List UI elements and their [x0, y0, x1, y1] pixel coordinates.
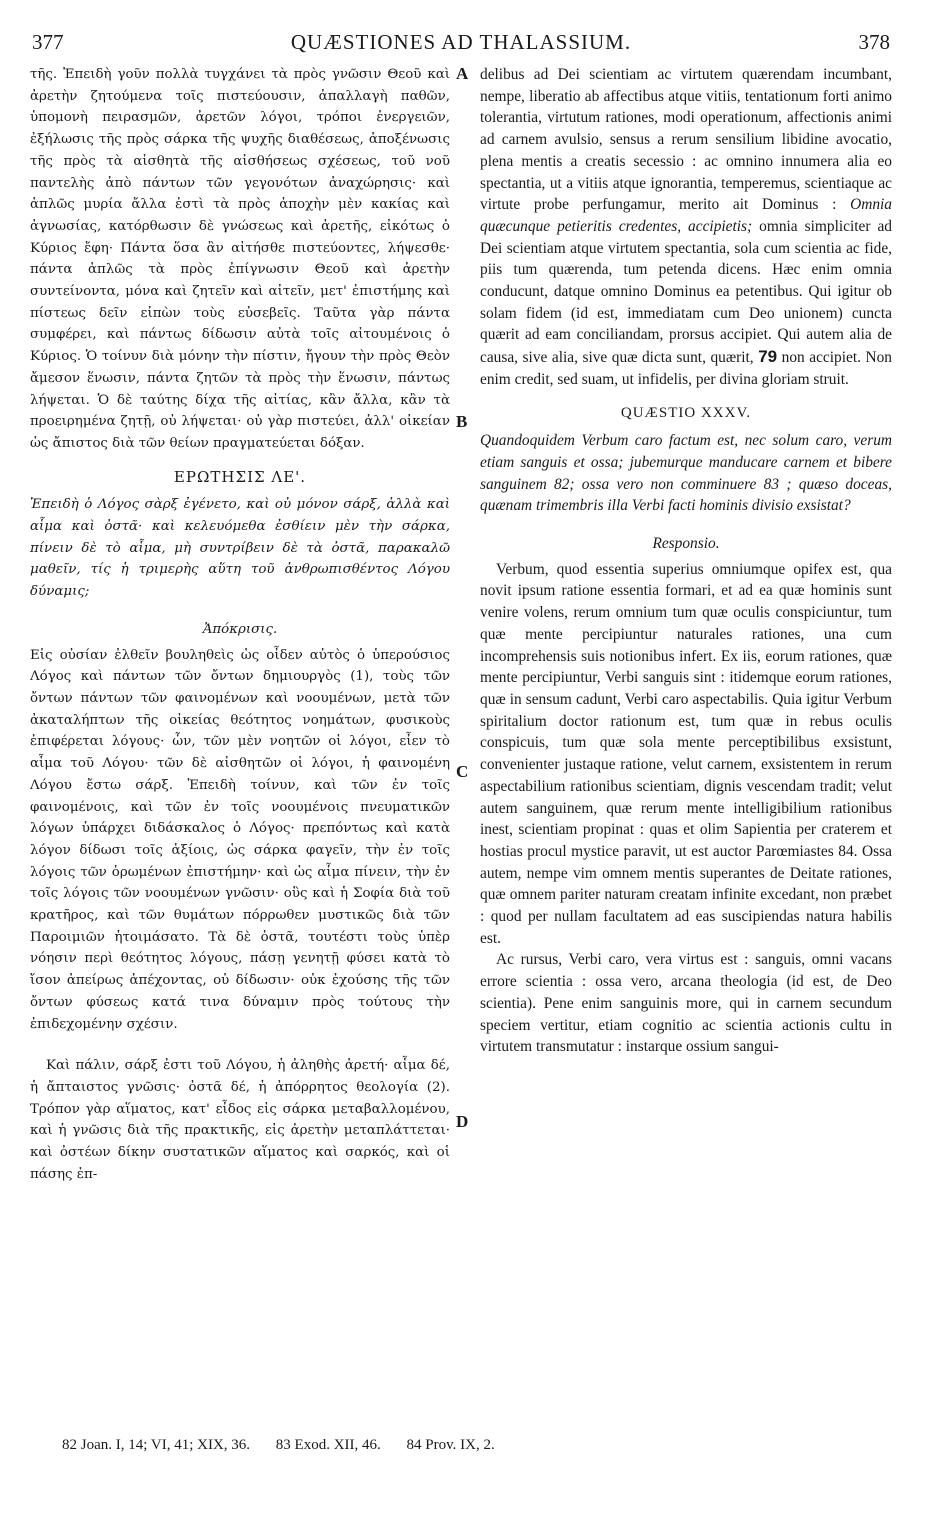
- column-number: 79: [758, 347, 778, 367]
- latin-question-text: Quandoquidem Verbum caro factum est, nec solum caro, verum etiam sanguis et ossa; jubemurque manducare carnem et bibere sanguinem 82; ossa vero non comminuere 83 ; quæso doceas, quænam trimembris illa Verbi facti hominis divisio exsistat?: [480, 432, 892, 515]
- greek-paragraph-1: τῆς. Ἐπειδὴ γοῦν πολλὰ τυγχάνει τὰ πρὸς γνῶσιν Θεοῦ καὶ ἀρετὴν ζητούμενα τοῖς πιστεύουσιν, ἀπαλλαγὴ παθῶν, ὑπομονὴ πειρασμῶν, ἀρετῶν λόγοι, τρόποι ἐνεργειῶν, ἐξήλωσις τῆς πρὸς σάρκα τῆς ψυχῆς διαθέσεως, ἀποξένωσις τῆς πρὸς τὰ αἰσθητὰ τῆς αἰσθήσεως σχέσεως, τοῦ νοῦ παντελὴς ἀπὸ πάντων τῶν γεγονότων ἀναχώρησις· καὶ ἁπλῶς μυρία ἄλλα ἐστὶ τὰ πρὸς ἀποχὴν μὲν κακίας καὶ ἀγνωσίας, κατόρθωσιν δὲ γνώσεως καὶ ἀρετῆς, εἰκότως ὁ Κύριος ἔφη· Πάντα ὅσα ἂν αἰτήσθε πιστεύοντες, λήψεσθε· πάντα ἁπλῶς τὰ πρὸς ἐπίγνωσιν Θεοῦ καὶ ἀρετὴν συντείνοντα, μόνα καὶ ζητεῖν καὶ αἰτεῖν, μετ' ἐπιστήμης καὶ πίστεως δεῖν εἰπὼν τοὺς εὐσεβεῖς. Ταῦτα γὰρ πάντα συμφέρει, καὶ πάντως δίδωσιν αὐτὰ τοῖς αἰτουμένοις ὁ Κύριος. Ὁ τοίνυν διὰ μόνην τὴν πίστιν, ἤγουν τὴν πρὸς Θεὸν ἄμεσον ἕνωσιν, πάντα ζητῶν τὰ πρὸς τὴν ἕνωσιν, πάντως λήψεται. Ὁ δὲ ταύτης δίχα τῆς αἰτίας, κἂν ἄλλα, κἂν τὰ προειρημένα ζητῇ, οὐ λήψεται· οὐ γὰρ πιστεύει, ἀλλ' οἰκείαν ὡς ἄπιστος διὰ τῶν θείων πραγματεύεται δόξαν.: [30, 67, 450, 451]
- page-number-right: 378: [858, 30, 890, 54]
- latin-text-part-3: non accipiet. Non enim credit, sed suam, ut infidelis, per divina gloriam struit.: [480, 349, 892, 388]
- greek-question-heading: ΕΡΩΤΗΣΙΣ ΛΕ'.: [173, 467, 307, 486]
- footnotes: [62, 1437, 890, 1454]
- latin-text-part-1: delibus ad Dei scientiam ac virtutem quærendam incumbant, nempe, liberatio ab affectibus atque vitiis, tentationum forti animo tolerantia, virtutum rationes, modi operationum, affectionis animi ad carnem avulsio, sensus a rerum sensilium libidine avocatio, plena mentis a creatis secessio : ac omnino innumera alia eo spectantia, ut a vitiis atque ignorantia, temperemus, scientiaque ac virtute probe perfungamur, merito ait Dominus :: [480, 66, 892, 214]
- page-number-left: 377: [32, 30, 64, 54]
- greek-paragraph-3: Καὶ πάλιν, σάρξ ἐστι τοῦ Λόγου, ἡ ἀληθὴς ἀρετή· αἷμα δέ, ἡ ἄπταιστος γνῶσις· ὀστᾶ δέ, ἡ ἀπόρρητος θεολογία (2). Τρόπον γὰρ αἵματος, κατ' εἶδος εἰς σάρκα μεταβαλλομένου, καὶ ἡ γνῶσις διὰ τῆς πρακτικῆς, εἰς ἀρετὴν μεταπλάττεται· καὶ ὀστέων δίκην συστατικῶν αἵματος καὶ σαρκός, καὶ οἱ πάσης ἐπ-: [30, 1058, 450, 1182]
- margin-marker-b: B: [456, 412, 468, 431]
- latin-text-part-2: omnia simpliciter ad Dei scientiam atque virtutem spectantia, sola cum scientia ac fide, piis tum quærenda, tum petenda dicens. Hæc enim omnia conducunt, datque omnino Dominus ea petentibus. Qui igitur ob solam fidem (id est, immediatam cum Deo unionem) cuncta quærit ad eam conciliandam, prorsus accipiet. Qui autem alia de causa, sive alia, sive quæ dicta sunt, quærit,: [480, 217, 892, 367]
- margin-marker-a: A: [456, 64, 469, 83]
- footnote-83: 83 Exod. XII, 46.: [275, 1437, 381, 1453]
- page-header: [32, 30, 890, 60]
- greek-response-heading: Ἀπόκρισις.: [202, 621, 278, 637]
- running-title: QUÆSTIONES AD THALASSIUM.: [290, 30, 632, 54]
- greek-paragraph-2: Εἰς οὐσίαν ἐλθεῖν βουληθεὶς ὡς οἶδεν αὐτὸς ὁ ὑπερούσιος Λόγος καὶ πάντων τῶν ὄντων δημιουργὸς (1), τοὺς τῶν ὄντων πάντων τῶν φαινομένων καὶ νοουμένων, μετὰ τῶν ἀκαταλήπτων τῆς οἰκείας θεότητος νοημάτων, φυσικοὺς ἐπιφέρεται λόγους· ὧν, τῶν μὲν νοητῶν οἱ λόγοι, εἶεν τὸ αἷμα τοῦ Λόγου· τῶν δὲ αἰσθητῶν οἱ λόγοι, ἡ φαινομένη Λόγου ἔστω σάρξ. Ἐπειδὴ τοίνυν, καὶ τῶν ἐν τοῖς φαινομένοις, καὶ τῶν ἐν τοῖς νοουμένοις πνευματικῶν λόγων ὑπάρχει διδάσκαλος ὁ Λόγος· πρεπόντως καὶ κατὰ λόγον δίδωσι τοῖς ἀξίοις, ὡς σάρκα φαγεῖν, τὴν ἐν τοῖς λόγοις τῶν ὁρωμένων ἐπιστήμην· καὶ ὡς αἷμα πίνειν, τὴν ἐν τοῖς λόγοις τῶν νοουμένων γνῶσιν· οὓς καὶ ἡ Σοφία διὰ τοῦ κρατῆρος, καὶ τῶν θυμάτων πόρρωθεν μυστικῶς διὰ τῶν Παροιμιῶν ἡτοιμάσατο. Τὰ δὲ ὀστᾶ, τουτέστι τοὺς ὑπὲρ νόησιν περὶ θεότητος λόγους, πάσῃ γενητῇ φύσει κατὰ τὸ ἴσον ἀπείρως ἀπέχοντας, οὐ δίδωσιν· οὐκ ἐχούσης τῆς τῶν ὄντων φύσεως κατά τινα δύναμιν πρὸς τούτους τὴν ἐπιδεχομένην σχέσιν.: [30, 647, 450, 1032]
- latin-question-heading: QUÆSTIO XXXV.: [620, 404, 752, 421]
- latin-scripture-quote: Omnia quæcunque petieritis credentes, accipietis;: [480, 196, 892, 235]
- latin-column: [480, 64, 892, 1058]
- latin-paragraph-3: Ac rursus, Verbi caro, vera virtus est : sanguis, omni vacans errore scientia : ossa vero, arcana theologia (id est, de Deo scientia). Pene enim sanguinis more, qui in carnem secundum speciem vertitur, etiam cognitio ac scientia actionis cultu in virtutem transmutatur : instarque ossium sangui-: [480, 951, 892, 1056]
- footnote-84: 84 Prov. IX, 2.: [406, 1437, 495, 1453]
- latin-paragraph-1: [480, 64, 892, 391]
- margin-marker-c: C: [456, 762, 469, 781]
- latin-response-heading: Responsio.: [652, 535, 720, 553]
- margin-marker-d: D: [456, 1112, 469, 1131]
- greek-question-text: Ἐπειδὴ ὁ Λόγος σὰρξ ἐγένετο, καὶ οὐ μόνον σάρξ, ἀλλὰ καὶ αἷμα καὶ ὀστᾶ· καὶ κελευόμεθα ἐσθίειν μὲν τὴν σάρκα, πίνειν δὲ τὸ αἷμα, μὴ συντρίβειν δὲ τὰ ὀστᾶ, παρακαλῶ μαθεῖν, τίς ἡ τριμερὴς αὕτη τοῦ ἀνθρωπισθέντος Λόγου δύναμις;: [30, 497, 450, 600]
- greek-column: [30, 64, 450, 1185]
- footnote-82: 82 Joan. I, 14; VI, 41; XIX, 36.: [62, 1437, 251, 1453]
- latin-paragraph-2: Verbum, quod essentia superius omniumque opifex est, qua novit ipsum ratione essentia formari, et ad ea quæ hominis sunt venire volens, rerum omnium tum quæ oculis conspiciuntur, tum quæ mente percipiuntur naturales rationes, una cum incomprehensis suis notionibus infert. Ex iis, eorum rationes, quæ mente percipiuntur, Verbi sanguis sint : itidemque eorum rationes, quæ in sensum cadunt, Verbi caro aspectabilis. Quia igitur Verbum spiritalium doctor rationum est, tum quæ in rebus oculis conspicuis, tum quæ sola mente perceptibilibus exsistunt, convenienter justaque ratione, velut carnem, exsistentem in rerum aspectabilium rationibus scientiam, dignis vescendam tradit; velut autem sanguinem, quæ rerum mente intelligibilium rationibus inest, scientiam propinat : quas et olim Sapientia per craterem et hostias procul mystice paravit, ut est auctor Parœmiastes 84. Ossa autem, nempe vim omnem mentis superantes de Deitate rationes, quæ omnem pariter naturam creatam infinite excedant, non præbet : quod per nullam facultatem ad eas suscipiendas natura habilis est.: [480, 560, 892, 947]
